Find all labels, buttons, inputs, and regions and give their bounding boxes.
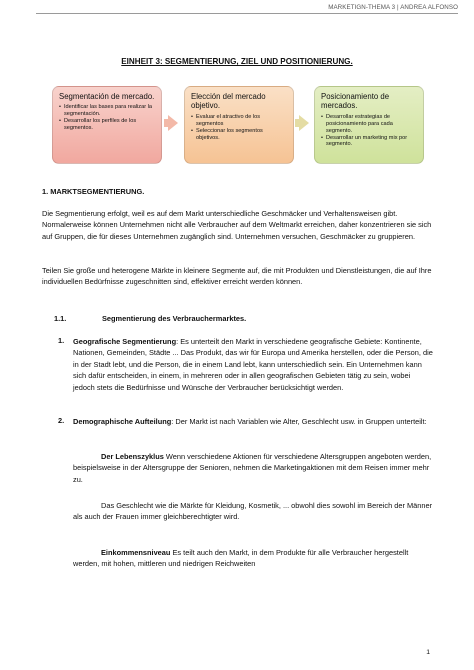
paragraph-gender: Das Geschlecht wie die Märkte für Kleidung, Kosmetik, ... obwohl dies sowohl im Bereich der Männer als auch der Frauen immer gleichberechtigter wird. bbox=[73, 501, 433, 522]
arrow-right-icon bbox=[299, 115, 309, 131]
paragraph: Teilen Sie große und heterogene Märkte in kleinere Segmente auf, die mit Produkten und Dienstleistungen, die auf Ihre individuellen Bedürfnisse zugeschnitten sind, effektiver erreicht werden können. bbox=[42, 266, 432, 287]
paragraph-term: Der Lebenszyklus bbox=[101, 452, 164, 461]
list-item bbox=[73, 416, 433, 427]
diagram-box-item: • Seleccionar los segmentos objetivos. bbox=[191, 128, 287, 142]
paragraph: Die Segmentierung erfolgt, weil es auf dem Markt unterschiedliche Geschmäcker und Verhaltensweisen gibt. Normalerweise können Unternehmen nicht alle Verbraucher auf dem Weltmarkt erreichen, daher konzentrieren sie sich auf Gruppen, die für dieses Unternehmen zugänglich sind. Unternehmen versuchen, Geschmäcker zu gruppieren. bbox=[42, 209, 432, 241]
diagram-box-item: • Evaluar el atractivo de los segmentos bbox=[191, 114, 287, 128]
header-divider bbox=[36, 13, 458, 14]
diagram-box-positioning bbox=[314, 86, 424, 164]
diagram-box-item: • Desarrollar los perfiles de los segmentos. bbox=[59, 118, 155, 132]
list-number: 2. bbox=[58, 416, 65, 425]
diagram-box-segmentation bbox=[52, 86, 162, 164]
subsection-number: 1.1. bbox=[54, 314, 67, 323]
diagram-box-title: Elección del mercado objetivo. bbox=[191, 92, 266, 111]
diagram-box-item: • Desarrollar estrategias de posicionamiento para cada segmento. bbox=[321, 114, 417, 135]
diagram-box-title: Posicionamiento de mercados. bbox=[321, 92, 390, 111]
paragraph-income bbox=[73, 547, 433, 570]
list-item-term: Geografische Segmentierung bbox=[73, 337, 177, 346]
paragraph-text: Wenn verschiedene Aktionen für verschiedene Altersgruppen angeboten werden, beispielsweise in der Altersgruppe der Senioren, nehmen die Marketingaktionen mit dem Reisen immer mehr zu. bbox=[73, 452, 432, 484]
process-diagram bbox=[52, 86, 424, 166]
paragraph-text: Es teilt auch den Markt, in dem Produkte für alle Verbraucher hergestellt werden, mit hohen, mittleren und niedrigen Reichweiten bbox=[73, 548, 409, 569]
list-item-term: Demographische Aufteilung bbox=[73, 417, 172, 426]
paragraph-term: Einkommensniveau bbox=[101, 548, 171, 557]
diagram-box-title: Segmentación de mercado. bbox=[59, 92, 155, 101]
arrow-right-icon bbox=[168, 115, 178, 131]
section-heading: 1. MARKTSEGMENTIERUNG. bbox=[42, 187, 145, 196]
page-number: 1 bbox=[426, 649, 430, 656]
paragraph-lifecycle bbox=[73, 451, 433, 485]
running-header: MARKETIGN-THEMA 3 | ANDREA ALFONSO bbox=[328, 4, 458, 11]
subsection-title: Segmentierung des Verbrauchermarktes. bbox=[102, 314, 247, 323]
list-item-text: : Es unterteilt den Markt in verschiedene geografische Gebiete: Kontinente, Nationen, Gemeinden, Städte ... Das Produkt, das wir für Europa und Amerika herstellen, oder die Person, die in der Stadt lebt, und die Person, die in einem Land lebt, kann unterschiedlich sein. Ein Unternehmen kann sich dafür entscheiden, in einem, in mehreren oder in allen geografischen Gebieten tätig zu sein, wobei jedoch stets die Bedürfnisse und Wünsche der Verbraucher berücksichtigt werden. bbox=[73, 337, 433, 392]
list-item-text: : Der Markt ist nach Variablen wie Alter, Geschlecht usw. in Gruppen unterteilt: bbox=[171, 417, 427, 426]
diagram-box-item: • Desarrollar un marketing mix por segmento. bbox=[321, 135, 417, 149]
list-number: 1. bbox=[58, 336, 65, 345]
list-item bbox=[73, 336, 433, 393]
diagram-box-target-market bbox=[184, 86, 294, 164]
page-title: EINHEIT 3: SEGMENTIERUNG, ZIEL UND POSITIONIERUNG. bbox=[121, 57, 353, 66]
diagram-box-item: • Identificar las bases para realizar la segmentación. bbox=[59, 104, 155, 118]
